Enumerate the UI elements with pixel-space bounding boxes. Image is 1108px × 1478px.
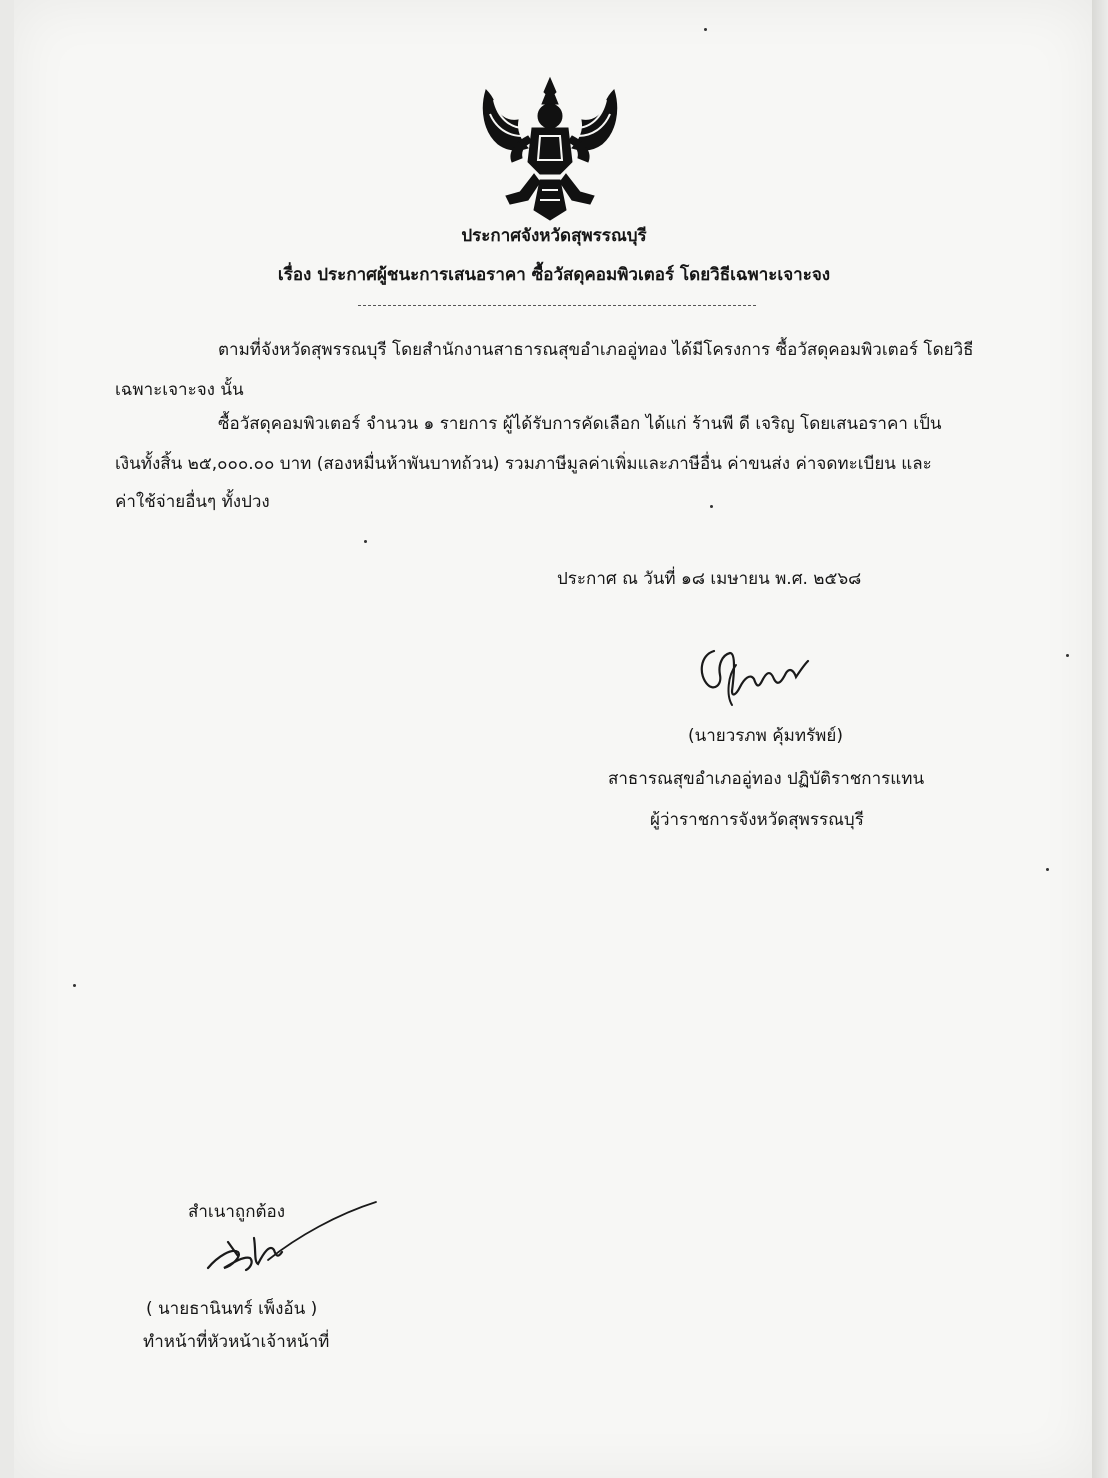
paragraph-2-line-3: ค่าใช้จ่ายอื่นๆ ทั้งปวง [115,492,270,512]
paragraph-1-line-2: เฉพาะเจาะจง นั้น [115,380,244,400]
signatory-position-2: ผู้ว่าราชการจังหวัดสุพรรณบุรี [650,810,864,830]
document-subject: เรื่อง ประกาศผู้ชนะการเสนอราคา ซื้อวัสดุคอมพิวเตอร์ โดยวิธีเฉพาะเจาะจง [277,265,831,285]
scan-speck [73,984,76,987]
scan-speck [710,505,713,508]
certified-copy-label: สำเนาถูกต้อง [188,1202,286,1222]
paragraph-2-line-1: ซื้อวัสดุคอมพิวเตอร์ จำนวน ๑ รายการ ผู้ได้รับการคัดเลือก ได้แก่ ร้านพี ดี เจริญ โดยเสนอราคา เป็น [218,414,942,434]
paragraph-1-line-1: ตามที่จังหวัดสุพรรณบุรี โดยสำนักงานสาธารณสุขอำเภออู่ทอง ได้มีโครงการ ซื้อวัสดุคอมพิวเตอร์ โดยวิธี [218,340,974,360]
scan-speck [1066,654,1069,657]
scan-speck [1046,868,1049,871]
signatory-position: สาธารณสุขอำเภออู่ทอง ปฏิบัติราชการแทน [608,769,925,789]
scan-speck [364,540,367,543]
announcement-date: ประกาศ ณ วันที่ ๑๘ เมษายน พ.ศ. ๒๕๖๘ [557,569,862,589]
garuda-emblem-icon [476,70,624,222]
certifier-name: ( นายธานินทร์ เพ็งอ้น ) [146,1299,318,1319]
paragraph-2-line-2: เงินทั้งสิ้น ๒๕,๐๐๐.๐๐ บาท (สองหมื่นห้าพันบาทถ้วน) รวมภาษีมูลค่าเพิ่มและภาษีอื่น ค่าขนส่ง ค่าจดทะเบียน และ [115,454,932,474]
document-title: ประกาศจังหวัดสุพรรณบุรี [461,226,647,246]
signatory-name: (นายวรภพ คุ้มทรัพย์) [688,726,843,746]
divider [358,305,756,306]
scan-speck [704,28,707,31]
certifier-position: ทำหน้าที่หัวหน้าเจ้าหน้าที่ [143,1332,330,1352]
handwritten-signature [696,645,826,715]
handwritten-signature [198,1196,388,1286]
